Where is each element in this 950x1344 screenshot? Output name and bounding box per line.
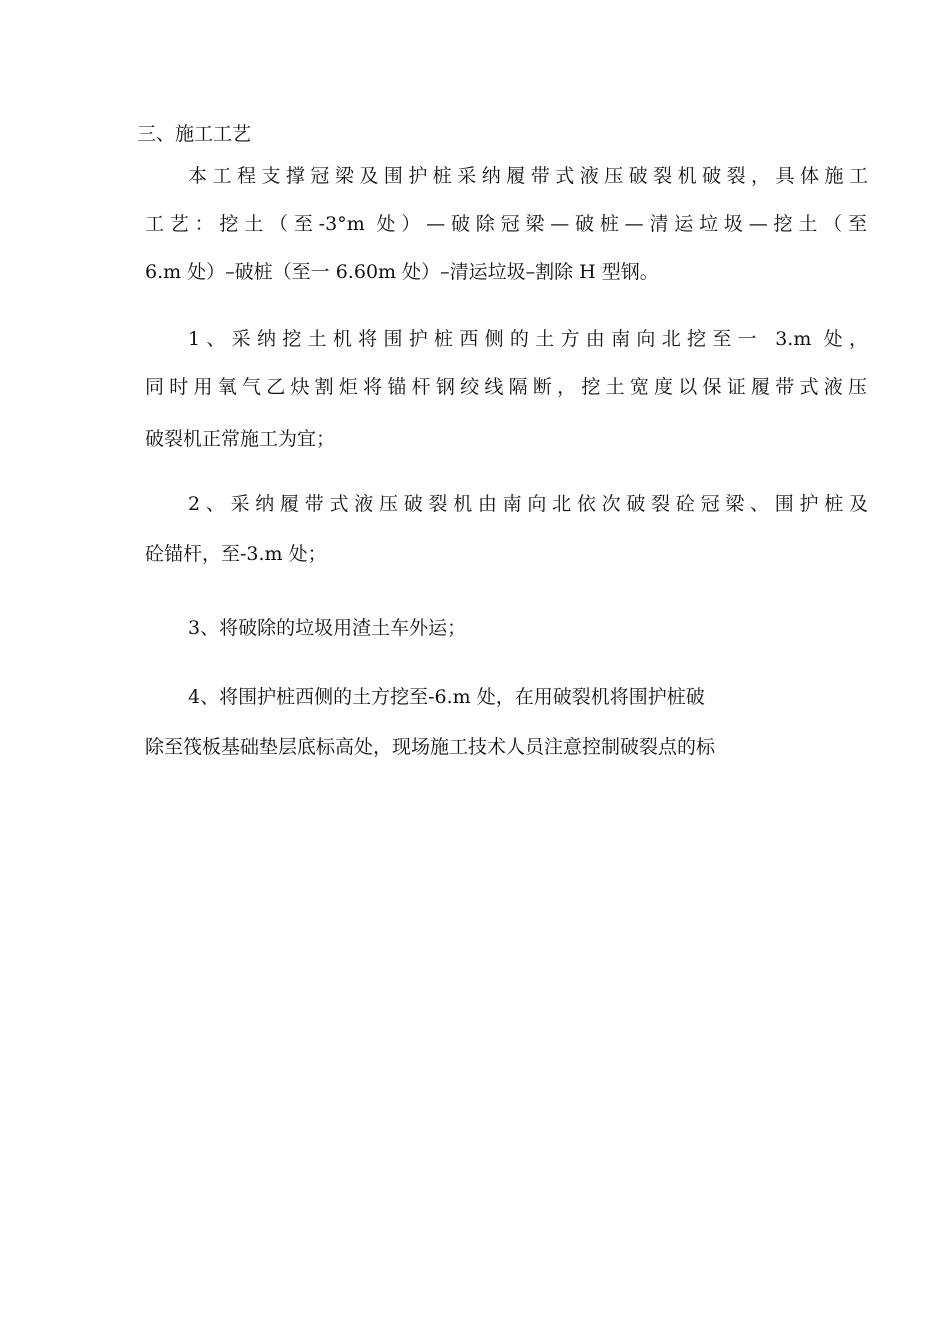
step1-line-3: 破裂机正常施工为宜； (145, 428, 336, 450)
intro-line-1: 本工程支撑冠梁及围护桩采纳履带式液压破裂机破裂，具体施工 (188, 165, 868, 187)
step2-line-1: 2、采纳履带式液压破裂机由南向北依次破裂砼冠梁、围护桩及 (188, 493, 868, 515)
step4-line-2: 除至筏板基础垫层底标高处，现场施工技术人员注意控制破裂点的标 (145, 736, 716, 758)
step4-line-1: 4、将围护桩西侧的土方挖至-6.m 处，在用破裂机将围护桩破 (188, 686, 705, 708)
step1-line-1: 1、采纳挖土机将围护桩西侧的土方由南向北挖至一 3.m 处， (188, 328, 868, 350)
step2-line-2: 砼锚杆，至-3.m 处； (145, 543, 327, 565)
intro-line-3: 6.m 处）–破桩（至一 6.60m 处）–清运垃圾–割除 H 型钢。 (145, 261, 659, 283)
intro-line-2: 工艺：挖土（至-3°m 处）—破除冠梁—破桩—清运垃圾—挖土（至 (145, 213, 867, 235)
step1-line-2: 同时用氧气乙炔割炬将锚杆钢绞线隔断，挖土宽度以保证履带式液压 (145, 376, 867, 398)
step3-line-1: 3、将破除的垃圾用渣土车外运； (188, 617, 467, 639)
section-heading: 三、施工工艺 (137, 123, 252, 145)
